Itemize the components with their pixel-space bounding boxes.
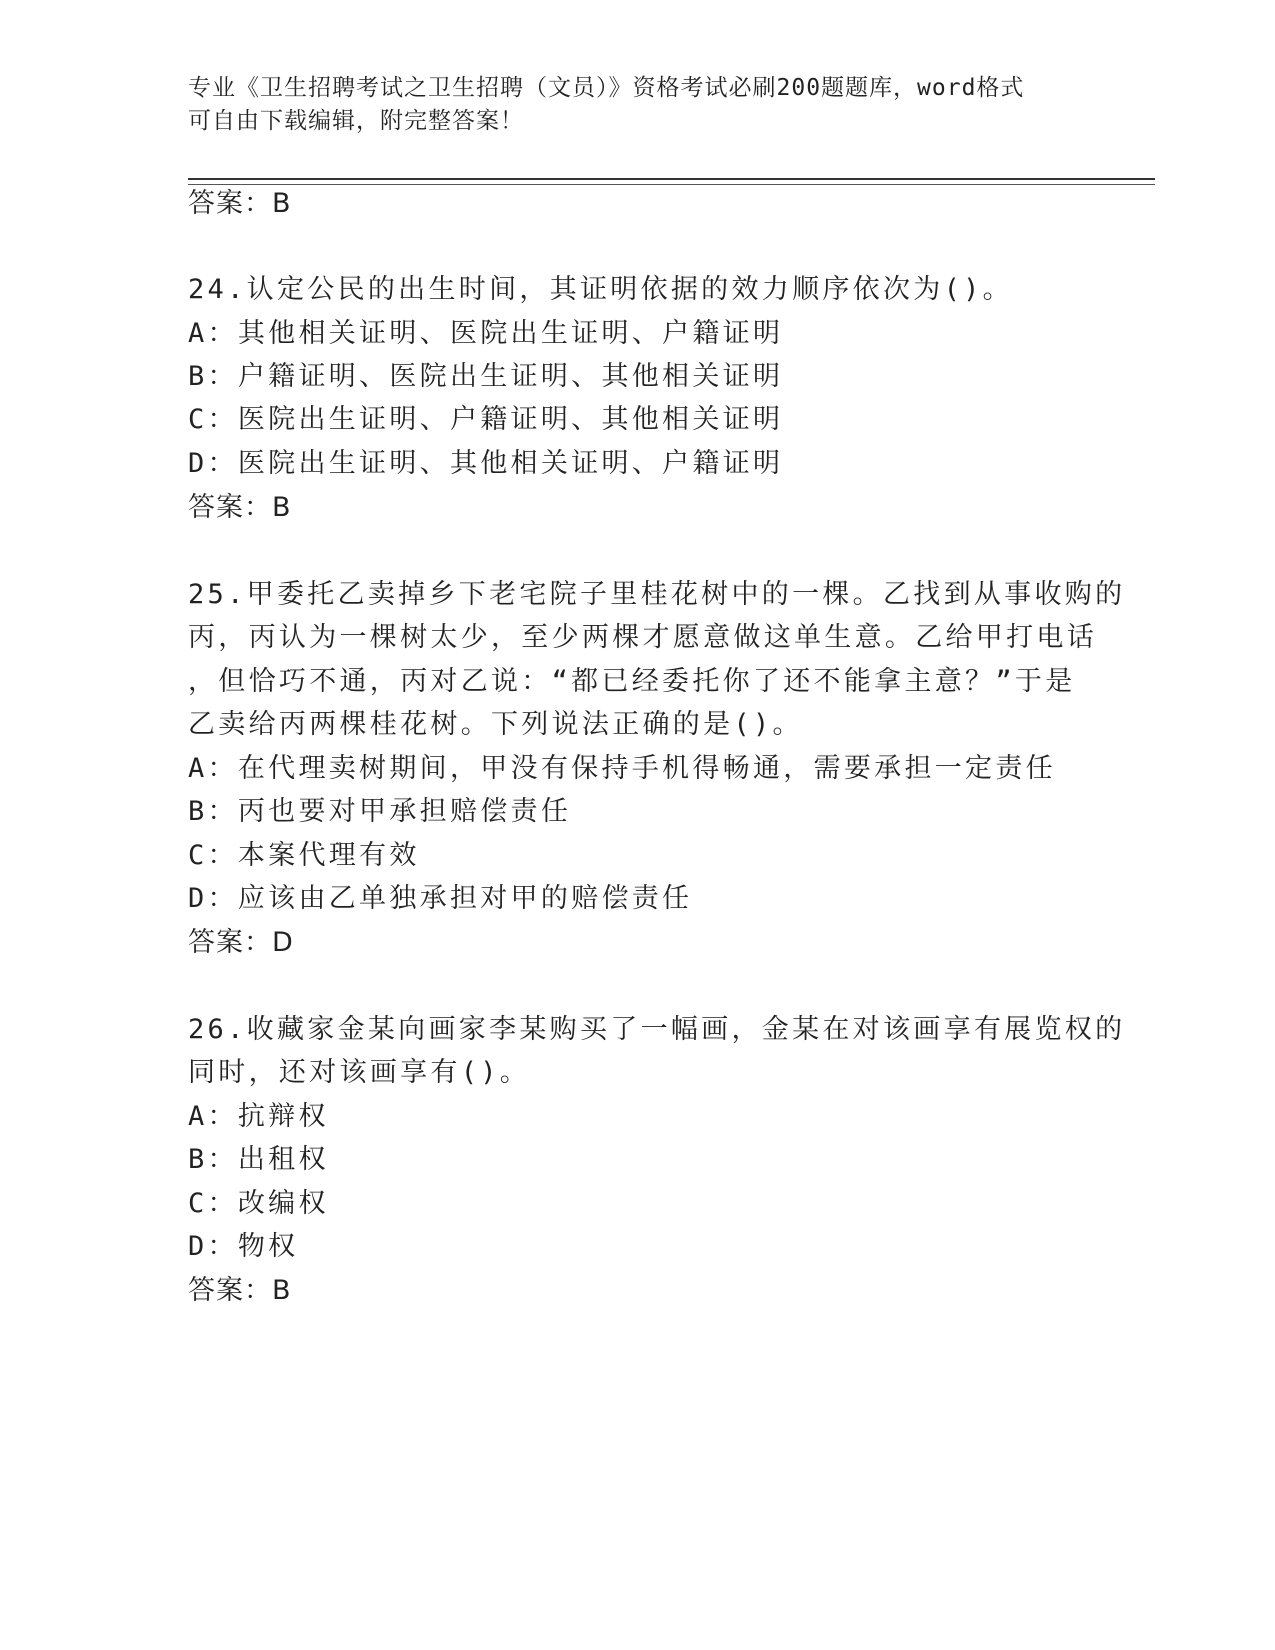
question-26-stem-line-1: 26.收藏家金某向画家李某购买了一幅画，金某在对该画享有展览权的 (188, 1014, 1126, 1045)
question-25-option-d: D：应该由乙单独承担对甲的赔偿责任 (188, 883, 693, 914)
question-26-stem-line-2: 同时，还对该画享有()。 (188, 1057, 531, 1088)
question-24-stem: 24.认定公民的出生时间，其证明依据的效力顺序依次为()。 (188, 274, 1013, 305)
document-header (188, 72, 1068, 138)
question-26-option-b: B：出租权 (188, 1144, 329, 1175)
question-25-answer: 答案：D (188, 927, 294, 958)
question-25-option-a: A：在代理卖树期间，甲没有保持手机得畅通，需要承担一定责任 (188, 753, 1056, 784)
question-25-stem-line-4: 乙卖给丙两棵桂花树。下列说法正确的是()。 (188, 709, 803, 740)
question-26-option-d: D：物权 (188, 1231, 299, 1262)
header-divider-thick (188, 178, 1155, 180)
question-26-answer: 答案：B (188, 1275, 292, 1306)
header-divider-thin (188, 184, 1155, 185)
previous-answer: 答案：B (188, 188, 292, 219)
question-24-option-c: C：医院出生证明、户籍证明、其他相关证明 (188, 404, 784, 435)
question-24-option-b: B：户籍证明、医院出生证明、其他相关证明 (188, 361, 784, 392)
question-24-option-a: A：其他相关证明、医院出生证明、户籍证明 (188, 318, 784, 349)
question-24-option-d: D：医院出生证明、其他相关证明、户籍证明 (188, 448, 784, 479)
header-line-2: 可自由下载编辑，附完整答案！ (188, 108, 524, 134)
question-24-answer: 答案：B (188, 492, 292, 523)
question-25-option-b: B：丙也要对甲承担赔偿责任 (188, 796, 572, 827)
question-25-stem-line-1: 25.甲委托乙卖掉乡下老宅院子里桂花树中的一棵。乙找到从事收购的 (188, 579, 1126, 610)
header-line-1: 专业《卫生招聘考试之卫生招聘（文员）》资格考试必刷200题题库，word格式 (188, 75, 1025, 101)
question-25-stem-line-3: ，但恰巧不通，丙对乙说：“都已经委托你了还不能拿主意？”于是 (188, 666, 1076, 697)
question-25-option-c: C：本案代理有效 (188, 840, 420, 871)
question-26-option-c: C：改编权 (188, 1188, 329, 1219)
question-26-option-a: A：抗辩权 (188, 1101, 329, 1132)
question-25-stem-line-2: 丙，丙认为一棵树太少，至少两棵才愿意做这单生意。乙给甲打电话 (188, 622, 1097, 653)
